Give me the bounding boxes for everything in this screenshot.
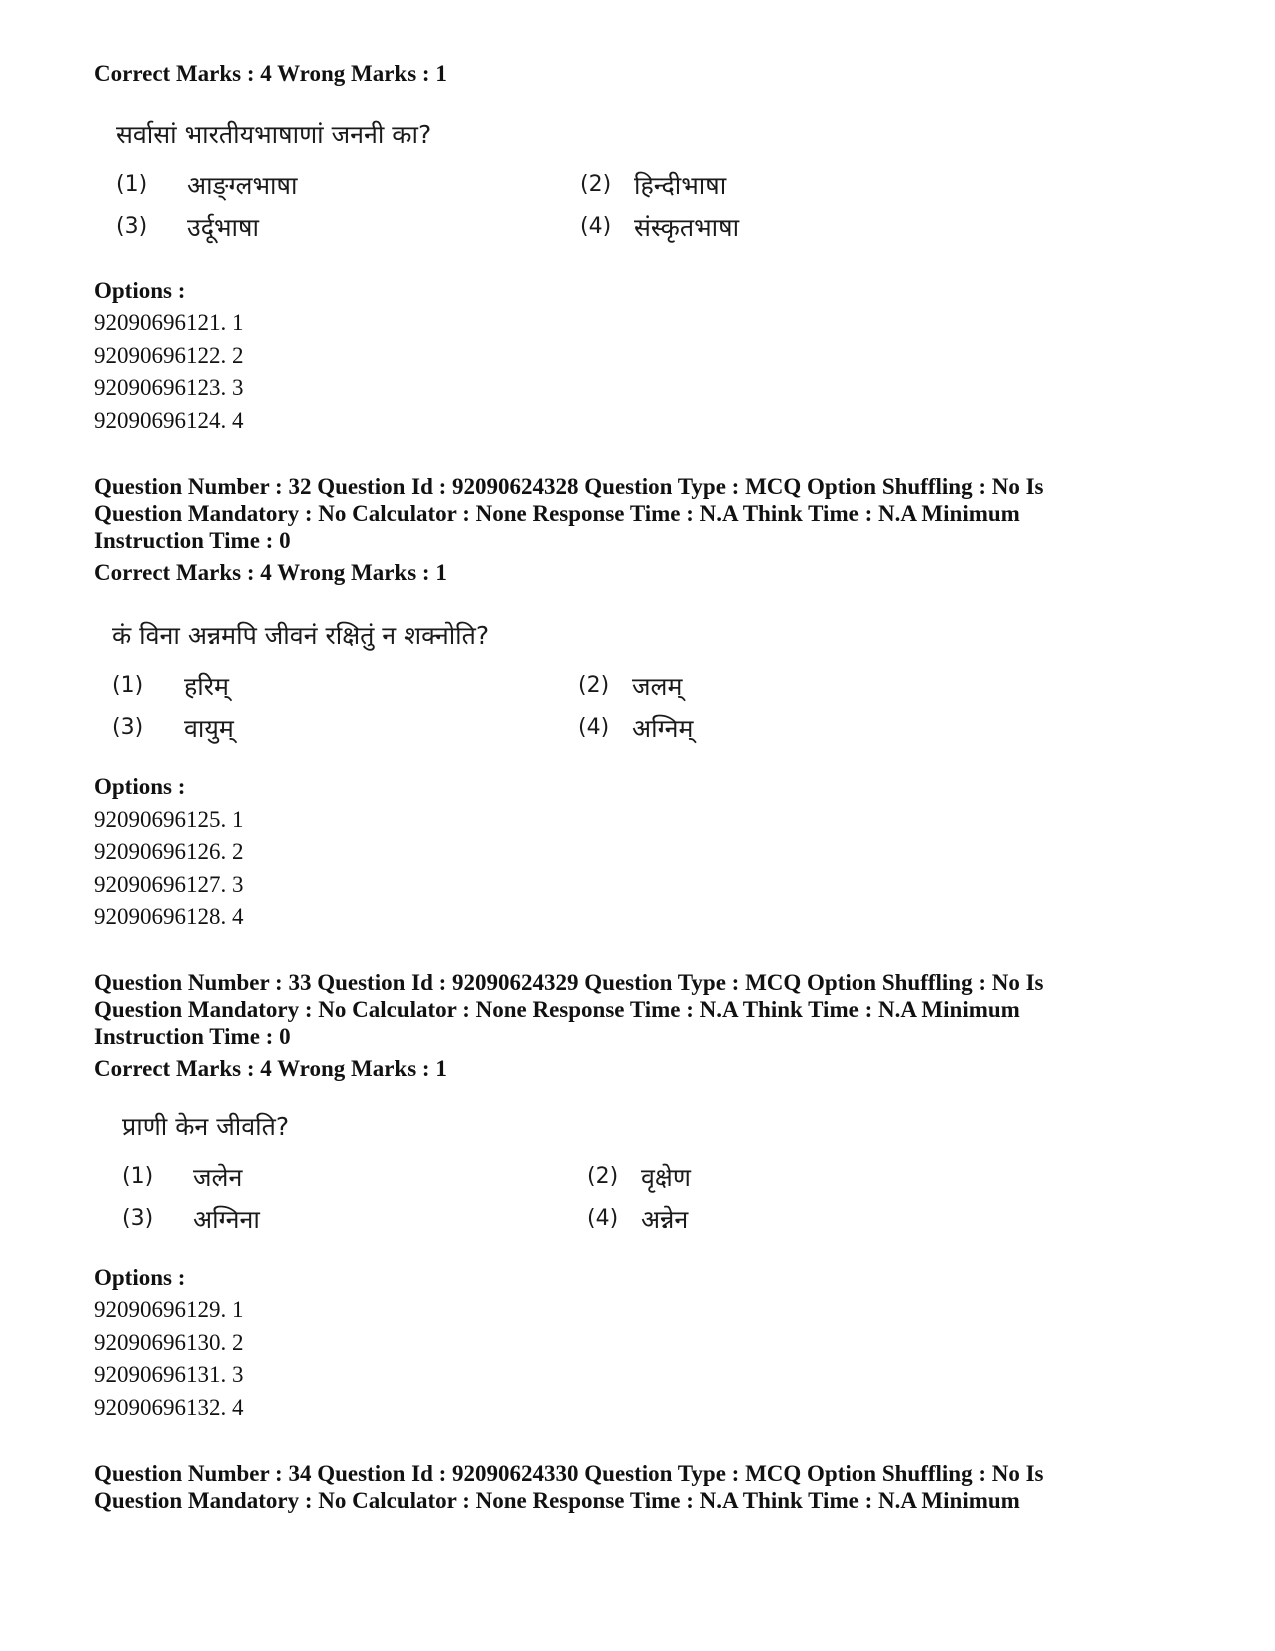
question-meta-line: Question Number : 33 Question Id : 92090624329 Question Type : MCQ Option Shuffling : No Is xyxy=(94,970,1044,995)
options-label: Options : xyxy=(94,774,186,799)
option-row: 92090696122. 2 xyxy=(94,343,244,368)
marks-line: Correct Marks : 4 Wrong Marks : 1 xyxy=(94,1056,447,1081)
choice-text: वृक्षेण xyxy=(641,1163,691,1192)
choice-number: (2) xyxy=(578,673,610,698)
choice-text: उर्दूभाषा xyxy=(187,213,259,242)
question-meta-line: Question Number : 34 Question Id : 92090624330 Question Type : MCQ Option Shuffling : No Is xyxy=(94,1461,1044,1486)
options-label: Options : xyxy=(94,278,186,303)
choice-text: जलेन xyxy=(193,1163,243,1192)
option-row: 92090696126. 2 xyxy=(94,839,244,864)
option-row: 92090696123. 3 xyxy=(94,375,244,400)
option-row: 92090696128. 4 xyxy=(94,904,244,929)
option-row: 92090696127. 3 xyxy=(94,872,244,897)
option-row: 92090696131. 3 xyxy=(94,1362,244,1387)
question-meta-line: Question Number : 32 Question Id : 92090624328 Question Type : MCQ Option Shuffling : No Is xyxy=(94,474,1044,499)
question-meta-line: Instruction Time : 0 xyxy=(94,528,291,553)
question-text: कं विना अन्नमपि जीवनं रक्षितुं न शक्नोति? xyxy=(112,621,490,650)
choice-number: (3) xyxy=(112,715,144,740)
option-row: 92090696125. 1 xyxy=(94,807,244,832)
question-meta-line: Question Mandatory : No Calculator : None Response Time : N.A Think Time : N.A Minimum xyxy=(94,501,1020,526)
choice-text: हरिम् xyxy=(184,672,229,701)
option-row: 92090696130. 2 xyxy=(94,1330,244,1355)
choice-number: (1) xyxy=(112,673,144,698)
choice-number: (4) xyxy=(580,214,612,239)
choice-text: अग्निना xyxy=(193,1205,260,1234)
choice-number: (4) xyxy=(587,1206,619,1231)
choice-number: (4) xyxy=(578,715,610,740)
choice-text: संस्कृतभाषा xyxy=(634,213,740,242)
question-meta-line: Instruction Time : 0 xyxy=(94,1024,291,1049)
question-meta-line: Question Mandatory : No Calculator : None Response Time : N.A Think Time : N.A Minimum xyxy=(94,997,1020,1022)
marks-line: Correct Marks : 4 Wrong Marks : 1 xyxy=(94,61,447,86)
marks-line: Correct Marks : 4 Wrong Marks : 1 xyxy=(94,560,447,585)
choice-text: जलम् xyxy=(632,672,683,701)
option-row: 92090696132. 4 xyxy=(94,1395,244,1420)
options-label: Options : xyxy=(94,1265,186,1290)
choice-number: (2) xyxy=(587,1164,619,1189)
question-text: प्राणी केन जीवति? xyxy=(122,1112,290,1141)
question-text: सर्वासां भारतीयभाषाणां जननी का? xyxy=(116,120,432,149)
choice-number: (2) xyxy=(580,172,612,197)
choice-text: वायुम् xyxy=(184,714,234,743)
option-row: 92090696124. 4 xyxy=(94,408,244,433)
choice-number: (3) xyxy=(116,214,148,239)
choice-number: (3) xyxy=(122,1206,154,1231)
choice-number: (1) xyxy=(116,172,148,197)
choice-text: अग्निम् xyxy=(632,714,694,743)
choice-text: आङ्ग्लभाषा xyxy=(187,171,298,200)
option-row: 92090696129. 1 xyxy=(94,1297,244,1322)
question-meta-line: Question Mandatory : No Calculator : None Response Time : N.A Think Time : N.A Minimum xyxy=(94,1488,1020,1513)
choice-text: अन्नेन xyxy=(641,1205,689,1234)
choice-number: (1) xyxy=(122,1164,154,1189)
choice-text: हिन्दीभाषा xyxy=(634,171,727,200)
option-row: 92090696121. 1 xyxy=(94,310,244,335)
